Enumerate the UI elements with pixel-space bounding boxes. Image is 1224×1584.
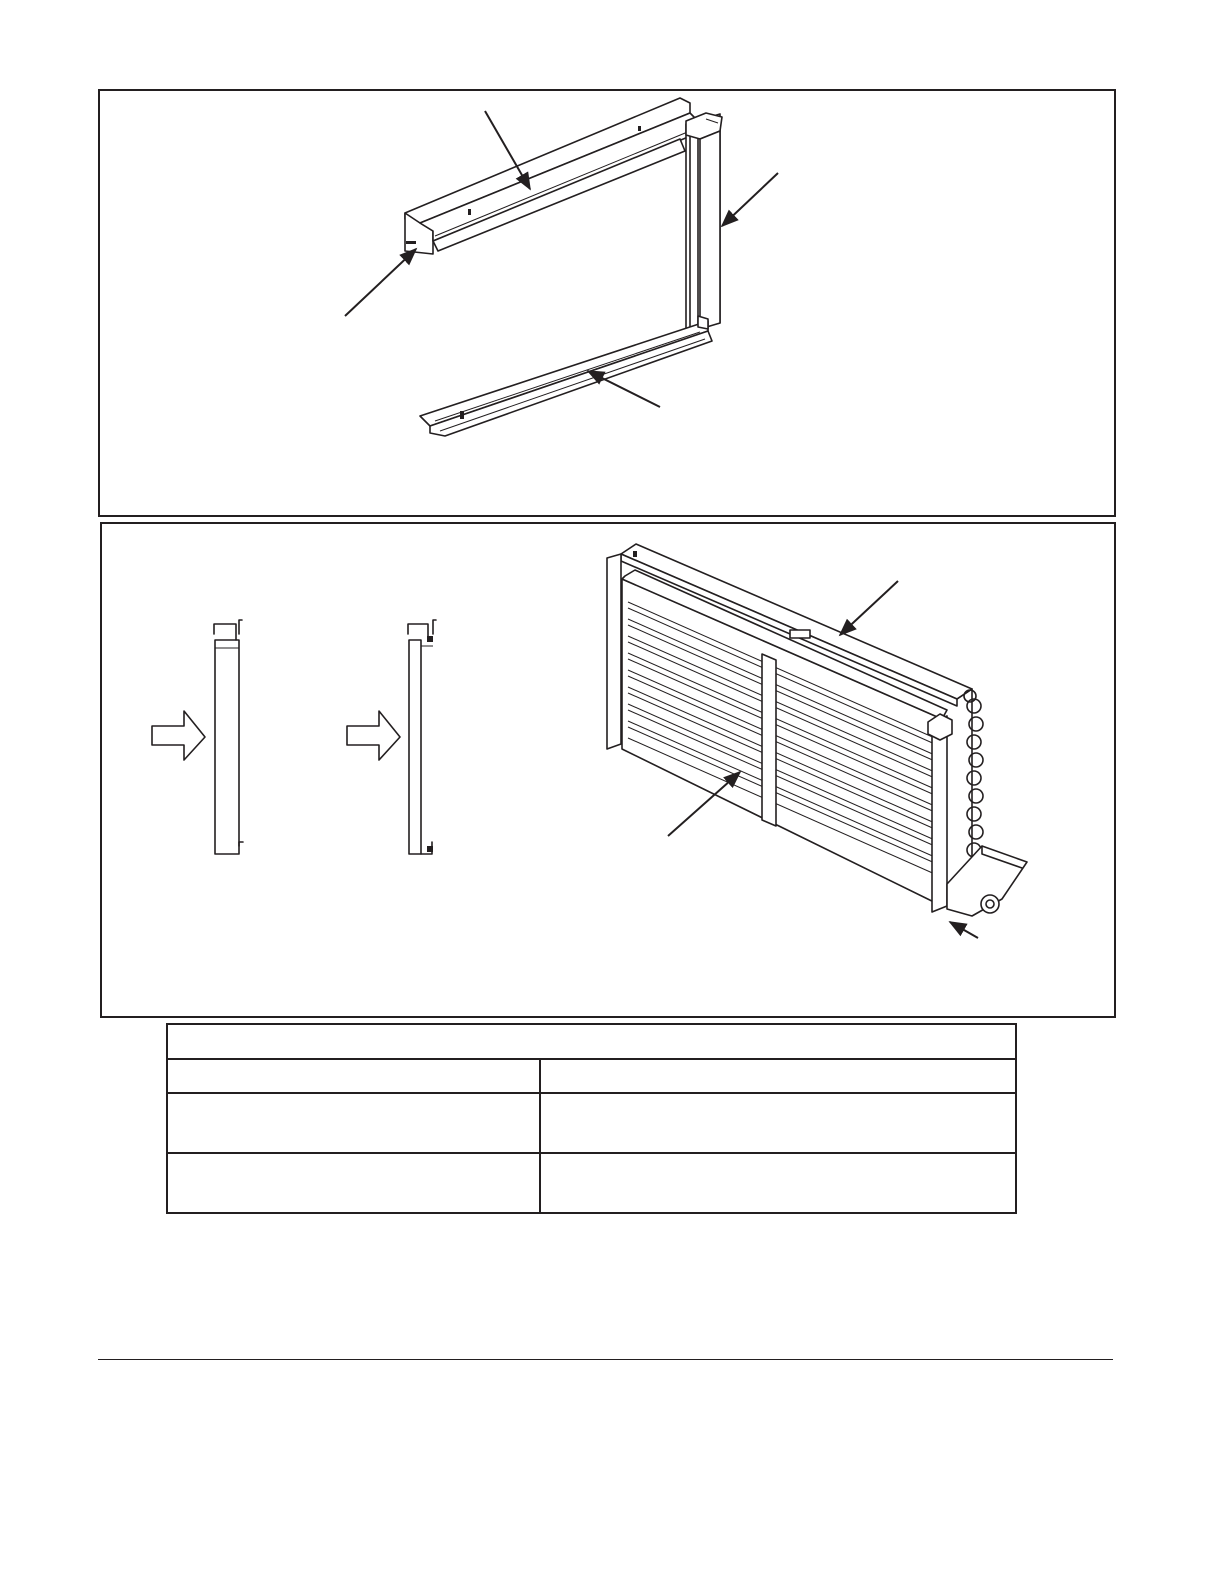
frame-assembly-drawing: [100, 91, 1114, 515]
side-profile-2: [408, 620, 436, 854]
side-channel-part: [686, 113, 722, 331]
spec-table: [166, 1023, 1017, 1214]
callout-arrow-drain-pan: [950, 922, 978, 938]
figure-coil-assembly: [100, 522, 1116, 1018]
coil-assembly-part: [607, 544, 1027, 916]
table-cell: [540, 1093, 1016, 1153]
table-title: [167, 1024, 1016, 1059]
figure-frame-assembly: [98, 89, 1116, 517]
callout-arrow-bottom-rail: [588, 371, 660, 407]
table-cell: [167, 1093, 540, 1153]
table-row: [167, 1153, 1016, 1213]
airflow-arrow-icon: [152, 711, 205, 760]
table-title-row: [167, 1024, 1016, 1059]
table-header-cell: [167, 1059, 540, 1093]
table-cell: [167, 1153, 540, 1213]
bottom-rail-part: [420, 316, 712, 436]
side-profile-1: [214, 620, 243, 854]
callout-arrow-side-channel: [722, 173, 778, 226]
table-cell: [540, 1153, 1016, 1213]
footer-divider: [98, 1359, 1113, 1360]
coil-assembly-drawing: [102, 524, 1114, 1016]
airflow-arrow-icon: [347, 711, 400, 760]
top-rail-part: [405, 98, 698, 254]
callout-arrow-end-bracket: [345, 249, 416, 316]
table-row: [167, 1093, 1016, 1153]
table-header-cell: [540, 1059, 1016, 1093]
callout-arrow-top-channel: [840, 581, 898, 635]
table-header-row: [167, 1059, 1016, 1093]
